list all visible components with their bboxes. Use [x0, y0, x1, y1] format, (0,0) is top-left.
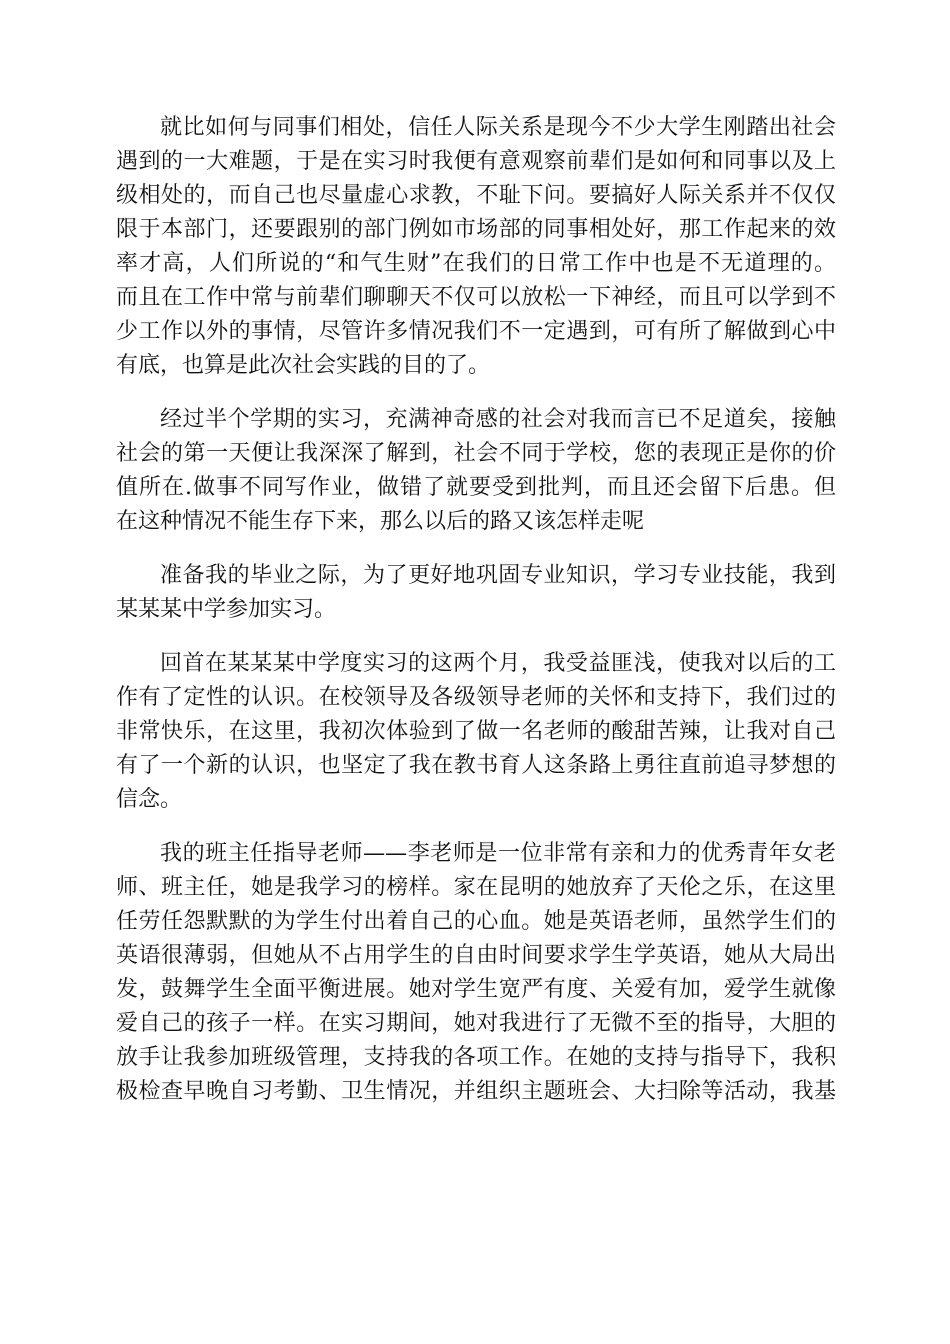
paragraph-line: 某某某中学参加实习。 — [116, 597, 337, 622]
paragraph-line: 作有了定性的认识。在校领导及各级领导老师的关怀和支持下，我们过的 — [116, 685, 836, 710]
paragraph-line: 非常快乐，在这里，我初次体验到了做一名老师的酸甜苦辣，让我对自己 — [116, 719, 836, 744]
paragraph-line: 值所在.做事不同写作业，做错了就要受到批判，而且还会留下后患。但 — [116, 475, 836, 500]
paragraph-graduation-prep — [116, 559, 836, 627]
paragraph-line: 准备我的毕业之际，为了更好地巩固专业知识，学习专业技能，我到 — [160, 563, 836, 588]
paragraph-line: 率才高，人们所说的“和气生财”在我们的日常工作中也是不无道理的。 — [116, 251, 836, 276]
document-page — [116, 111, 836, 1129]
paragraph-line: 回首在某某某中学度实习的这两个月，我受益匪浅，使我对以后的工 — [160, 651, 836, 676]
paragraph-line: 少工作以外的事情，尽管许多情况我们不一定遇到，可有所了解做到心中 — [116, 319, 836, 344]
paragraph-line: 英语很薄弱，但她从不占用学生的自由时间要求学生学英语，她从大局出 — [116, 943, 836, 968]
paragraph-class-teacher-mentor — [116, 837, 836, 1109]
paragraph-line: 发，鼓舞学生全面平衡进展。她对学生宽严有度、关爱有加，爱学生就像 — [116, 977, 836, 1002]
paragraph-line: 遇到的一大难题，于是在实习时我便有意观察前辈们是如何和同事以及上 — [116, 149, 836, 174]
paragraph-line: 限于本部门，还要跟别的部门例如市场部的同事相处好，那工作起来的效 — [116, 217, 836, 242]
paragraph-line: 师、班主任，她是我学习的榜样。家在昆明的她放弃了天伦之乐，在这里 — [116, 875, 836, 900]
paragraph-line: 信念。 — [116, 787, 183, 812]
paragraph-line: 放手让我参加班级管理，支持我的各项工作。在她的支持与指导下，我积 — [116, 1045, 836, 1070]
paragraph-line: 我的班主任指导老师——李老师是一位非常有亲和力的优秀青年女老 — [160, 841, 836, 866]
paragraph-line: 而且在工作中常与前辈们聊聊天不仅可以放松一下神经，而且可以学到不 — [116, 285, 836, 310]
paragraph-line: 就比如何与同事们相处，信任人际关系是现今不少大学生刚踏出社会 — [160, 115, 836, 140]
paragraph-line: 爱自己的孩子一样。在实习期间，她对我进行了无微不至的指导，大胆的 — [116, 1011, 836, 1036]
paragraph-semester-internship — [116, 403, 836, 539]
paragraph-workplace-relations — [116, 111, 836, 383]
paragraph-line: 极检查早晚自习考勤、卫生情况，并组织主题班会、大扫除等活动，我基 — [116, 1079, 836, 1104]
paragraph-line: 在这种情况不能生存下来，那么以后的路又该怎样走呢 — [116, 509, 645, 534]
paragraph-line: 有了一个新的认识，也坚定了我在教书育人这条路上勇往直前追寻梦想的 — [116, 753, 836, 778]
paragraph-line: 社会的第一天便让我深深了解到，社会不同于学校，您的表现正是你的价 — [116, 441, 836, 466]
paragraph-line: 任劳任怨默默的为学生付出着自己的心血。她是英语老师，虽然学生们的 — [116, 909, 836, 934]
paragraph-line: 有底，也算是此次社会实践的目的了。 — [116, 353, 491, 378]
paragraph-line: 经过半个学期的实习，充满神奇感的社会对我而言已不足道矣，接触 — [160, 407, 836, 432]
paragraph-two-months-review — [116, 647, 836, 817]
paragraph-line: 级相处的，而自己也尽量虚心求教，不耻下问。要搞好人际关系并不仅仅 — [116, 183, 836, 208]
